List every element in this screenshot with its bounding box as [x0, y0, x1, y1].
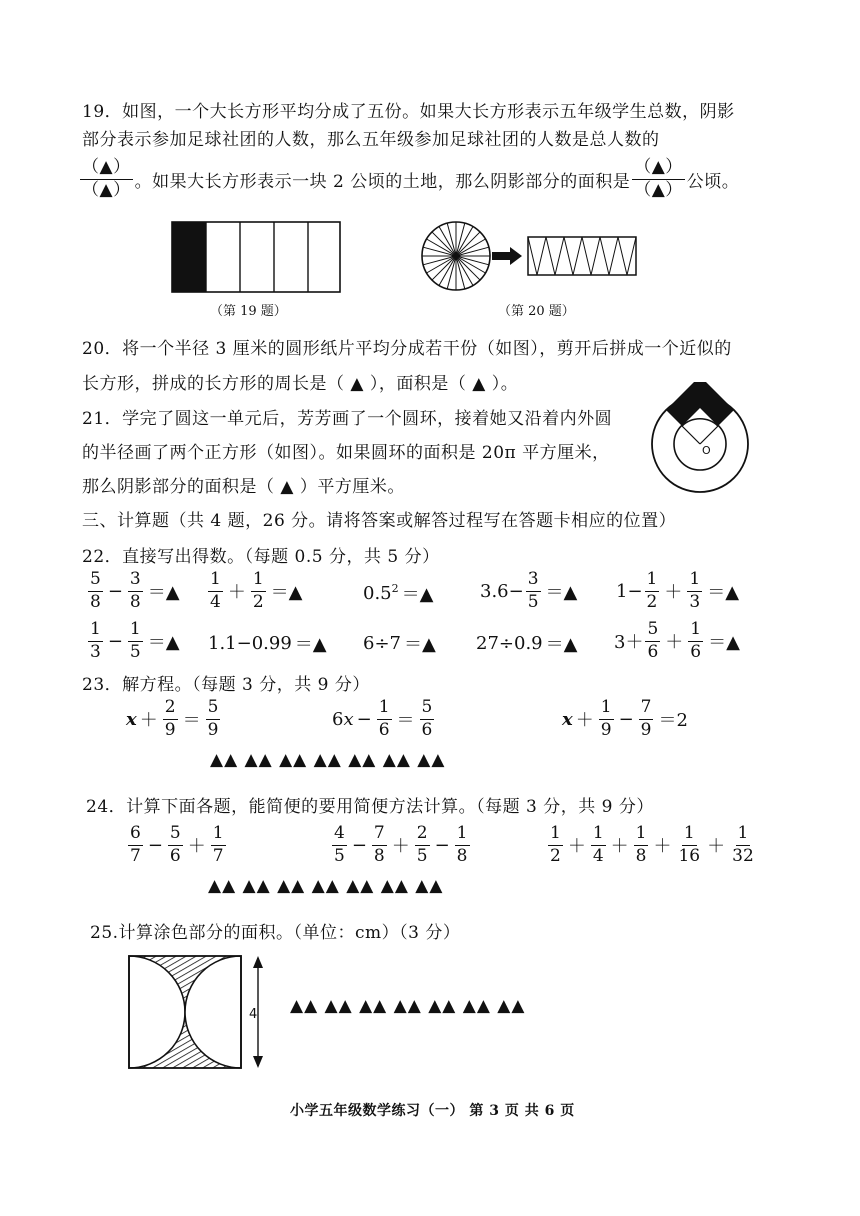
- q24-title: 24．计算下面各题，能简便的要用简便方法计算。（每题 3 分，共 9 分）: [86, 797, 654, 817]
- q20-line2: 长方形，拼成的长方形的周长是（ ▲ ），面积是（ ▲ ）。: [82, 374, 519, 394]
- q19-line1: 19．如图，一个大长方形平均分成了五份。如果大长方形表示五年级学生总数，阴影: [82, 102, 735, 122]
- q22-item-10: 3＋ $\frac{5}{6}$ ＋ $\frac{1}{6}$ ＝▲: [614, 619, 740, 662]
- q21-center-label: O: [702, 444, 711, 457]
- q22-item-8: 6÷7 ＝▲: [363, 632, 436, 655]
- q19-line3: $\frac{(▲)}{(▲)}$ 。如果大长方形表示一块 2 公顷的土地，那么阴影部分的面积是 $\frac{(▲)}{(▲)}$ 公顷。: [82, 157, 740, 200]
- q22-item-4: 3.6− $\frac{3}{5}$ ＝▲: [480, 569, 578, 612]
- q23-equation-1: x ＋ $\frac{2}{9}$ ＝ $\frac{5}{9}$: [126, 697, 219, 740]
- q19-fraction-blank-2: $\frac{(▲)}{(▲)}$: [634, 157, 683, 200]
- q23-equation-3: x ＋ $\frac{1}{9}$ − $\frac{7}{9}$ ＝2: [562, 697, 688, 740]
- q22-item-1: $\frac{5}{8}$ − $\frac{3}{8}$ ＝▲: [90, 569, 180, 612]
- arrow-icon: [492, 247, 522, 265]
- section-3-heading: 三、计算题（共 4 题，26 分。请将答案或解答过程写在答题卡相应的位置）: [82, 511, 677, 531]
- q22-item-9: 27÷0.9 ＝▲: [476, 632, 578, 655]
- q19-rectangle-figure: [170, 220, 342, 294]
- q20-circle-to-rectangle-figure: [420, 216, 640, 300]
- q24-answer-placeholders: ▲▲ ▲▲ ▲▲ ▲▲ ▲▲ ▲▲ ▲▲: [208, 876, 444, 896]
- q19-caption: （第 19 题）: [210, 304, 287, 319]
- q20-divided-circle: [422, 222, 490, 290]
- q24-expression-2: $\frac{4}{5}$ − $\frac{7}{8}$ ＋ $\frac{2}{5}$ − $\frac{1}{8}$: [334, 823, 468, 866]
- q21-annulus-figure: [640, 382, 760, 498]
- q22-item-7: 1.1−0.99 ＝▲: [208, 632, 327, 655]
- q25-answer-placeholders: ▲▲ ▲▲ ▲▲ ▲▲ ▲▲ ▲▲ ▲▲: [290, 996, 526, 1016]
- q20-caption: （第 20 题）: [498, 304, 575, 319]
- q24-expression-3: $\frac{1}{2}$ ＋ $\frac{1}{4}$ ＋ $\frac{1}{8}$ ＋ $\frac{1}{16}$ ＋ $\frac{1}{32}$: [550, 823, 754, 866]
- q22-item-6: $\frac{1}{3}$ − $\frac{1}{5}$ ＝▲: [90, 619, 180, 662]
- q23-title: 23．解方程。（每题 3 分，共 9 分）: [82, 675, 370, 695]
- q23-equation-2: 6 x − $\frac{1}{6}$ ＝ $\frac{5}{6}$: [332, 697, 433, 740]
- q22-title: 22．直接写出得数。（每题 0.5 分，共 5 分）: [82, 547, 440, 567]
- q19-fraction-blank-1: $\frac{(▲)}{(▲)}$: [82, 157, 131, 200]
- page-footer: 小学五年级数学练习（一） 第 3 页 共 6 页: [290, 1103, 575, 1119]
- q19-line2: 部分表示参加足球社团的人数，那么五年级参加足球社团的人数是总人数的: [82, 130, 660, 150]
- q25-shaded-figure: [126, 950, 276, 1078]
- q22-item-3: 0.5 $^2$ ＝▲: [363, 581, 434, 605]
- q23-answer-placeholders: ▲▲ ▲▲ ▲▲ ▲▲ ▲▲ ▲▲ ▲▲: [210, 750, 446, 770]
- q22-item-2: $\frac{1}{4}$ ＋ $\frac{1}{2}$ ＝▲: [210, 569, 303, 612]
- q21-line3: 那么阴影部分的面积是（ ▲ ）平方厘米。: [82, 477, 405, 497]
- q25-title: 25.计算涂色部分的面积。（单位：cm）（3 分）: [90, 923, 461, 943]
- q25-dimension-label: 4: [249, 1007, 258, 1022]
- q21-line1: 21．学完了圆这一单元后，芳芳画了一个圆环，接着她又沿着内外圆: [82, 409, 613, 429]
- q20-approximate-rectangle: [528, 237, 636, 275]
- q20-line1: 20．将一个半径 3 厘米的圆形纸片平均分成若干份（如图），剪开后拼成一个近似的: [82, 339, 732, 359]
- q21-line2: 的半径画了两个正方形（如图）。如果圆环的面积是 20π 平方厘米，: [82, 443, 610, 463]
- q24-expression-1: $\frac{6}{7}$ − $\frac{5}{6}$ ＋ $\frac{1}{7}$: [130, 823, 224, 866]
- q22-item-5: 1− $\frac{1}{2}$ ＋ $\frac{1}{3}$ ＝▲: [616, 569, 740, 612]
